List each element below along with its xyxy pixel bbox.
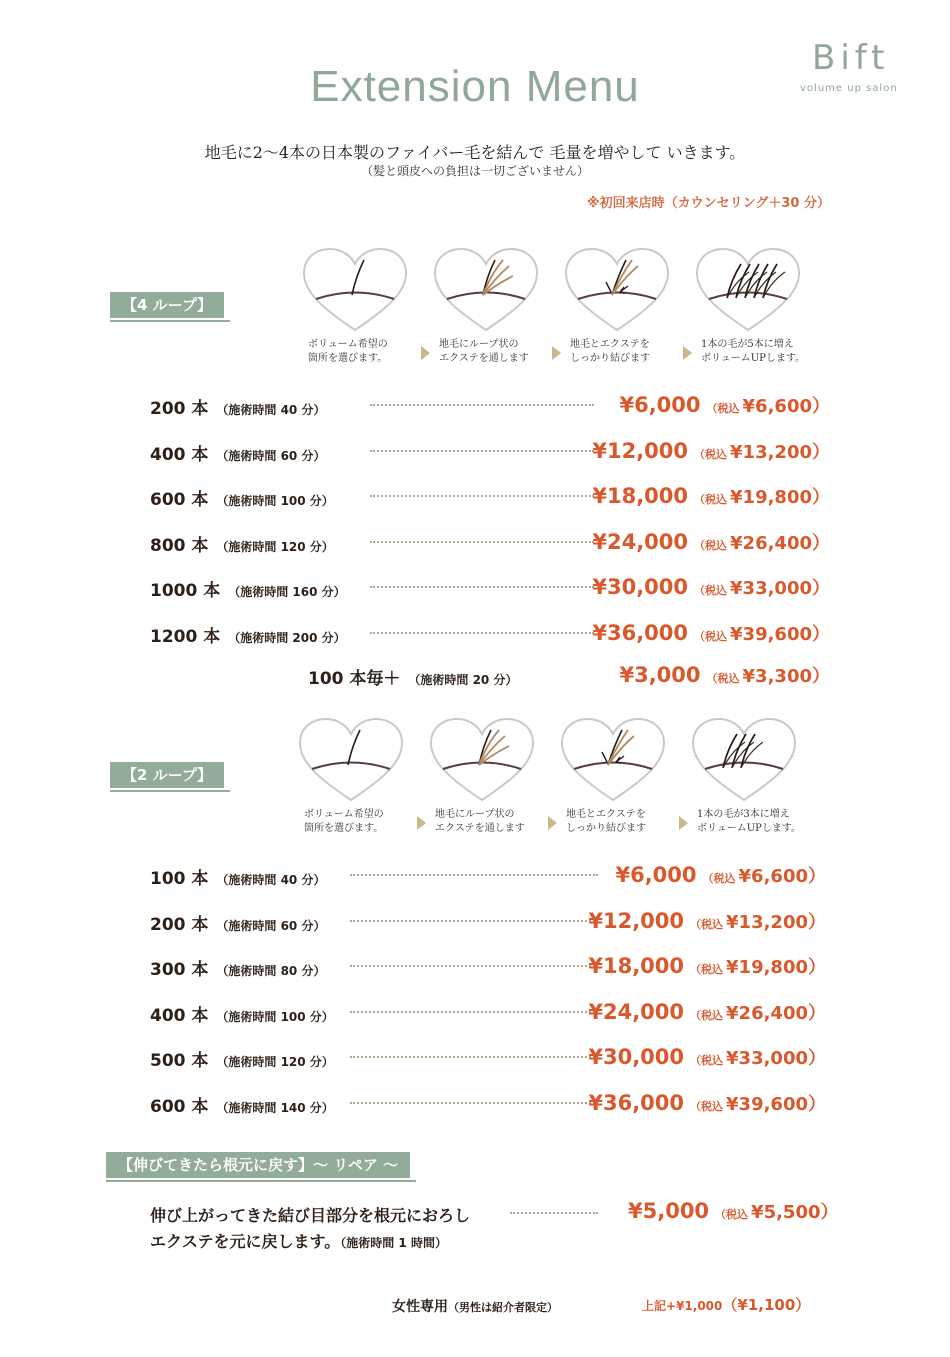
tax-label: （税込 [706, 402, 740, 415]
price [588, 999, 826, 1025]
step-arrow-icon [552, 346, 561, 360]
leader-dots [370, 495, 594, 497]
repair-line-2: エクステを元に戻します。 [150, 1232, 341, 1251]
extra-tax-price: ¥3,300） [742, 666, 830, 687]
first-visit-note: ※初回来店時（カウンセリング＋30 分） [587, 196, 830, 211]
quantity [150, 864, 325, 889]
step-arrow-icon [421, 346, 430, 360]
leader-dots [370, 586, 594, 588]
repair-time: （施術時間 1 時間） [340, 1236, 447, 1250]
price-row [150, 910, 826, 936]
extra-price [619, 662, 830, 688]
footer-tax: （¥1,100） [722, 1296, 811, 1314]
duration: （施術時間 160 分） [228, 585, 346, 599]
price [588, 1044, 826, 1070]
repair-tax-label: （税込 [715, 1208, 749, 1221]
tax-label: （税込 [694, 629, 728, 643]
quantity-text: 1200 本 [150, 626, 221, 647]
quantity [150, 1001, 334, 1026]
duration: （施術時間 40 分） [216, 873, 326, 887]
leader-dots [350, 874, 598, 876]
price [592, 529, 830, 555]
brand-tagline: volume up salon [800, 83, 898, 94]
brand-logo: Bift [812, 38, 890, 78]
step-caption: 地毛とエクステを しっかり結びます [566, 809, 646, 834]
price [588, 953, 826, 979]
page-title: Extension Menu [310, 62, 640, 111]
duration: （施術時間 100 分） [216, 494, 334, 508]
tax-price: ¥26,400） [730, 532, 830, 554]
price-value: ¥18,000 [588, 954, 685, 978]
step-caption: 地毛にループ状の エクステを通します [435, 809, 525, 834]
price-row [150, 1092, 826, 1118]
price-row [150, 485, 830, 511]
price-value: ¥24,000 [588, 999, 685, 1024]
tax-price: ¥13,200） [730, 441, 830, 463]
leader-dots [370, 450, 594, 452]
section-tag-repair: 【伸びてきたら根元に戻す】〜 リペア 〜 [106, 1152, 410, 1178]
quantity-text: 600 本 [150, 1096, 209, 1117]
leader-dots [350, 1102, 598, 1104]
loop-hair-icon [427, 716, 537, 804]
volume-hair-icon [689, 716, 799, 804]
price-value: ¥36,000 [588, 1090, 685, 1115]
men-surcharge-price [642, 1294, 810, 1315]
price [615, 862, 826, 888]
leader-dots [350, 965, 598, 967]
price-value: ¥6,000 [619, 393, 701, 417]
duration: （施術時間 100 分） [216, 1009, 334, 1024]
quantity [150, 394, 325, 419]
tax-price: ¥13,200） [726, 911, 826, 933]
duration: （施術時間 120 分） [216, 539, 334, 554]
price-row [150, 622, 830, 648]
tax-price: ¥19,800） [730, 487, 830, 508]
extra-tax-label: （税込 [706, 672, 740, 685]
extra-qty-text: 100 本毎＋ [308, 669, 401, 689]
single-hair-icon [296, 716, 406, 804]
section-tag-2-loop: 【2 ループ】 [110, 762, 224, 788]
tie-hair-icon [562, 246, 672, 334]
price-value: ¥18,000 [592, 484, 689, 508]
repair-tax-price: ¥5,500） [751, 1202, 839, 1223]
step-caption: 1本の毛が5本に増え ボリュームUPします。 [701, 339, 806, 364]
price-value: ¥30,000 [592, 575, 689, 599]
quantity-text: 400 本 [150, 1005, 209, 1026]
price [592, 574, 830, 600]
price-row [150, 531, 830, 557]
price-value: ¥6,000 [615, 863, 697, 887]
tax-price: ¥33,000） [730, 578, 830, 599]
tax-label: （税込 [694, 584, 728, 597]
price-row [150, 440, 830, 466]
step-caption: 地毛とエクステを しっかり結びます [570, 339, 650, 364]
tax-price: ¥6,600） [742, 396, 830, 417]
tax-price: ¥39,600） [726, 1093, 826, 1115]
tax-label: （税込 [694, 447, 728, 461]
quantity-text: 200 本 [150, 914, 209, 935]
extra-qty [308, 664, 517, 689]
price-row [150, 864, 826, 890]
price [588, 908, 826, 934]
price [588, 1090, 826, 1116]
price-row [150, 576, 830, 602]
repair-price [628, 1198, 839, 1224]
section-tag-4-loop: 【4 ループ】 [110, 292, 224, 318]
tax-price: ¥39,600） [730, 623, 830, 645]
quantity [150, 622, 346, 647]
price-row [150, 394, 830, 420]
footer-note: （男性は紹介者限定） [448, 1301, 558, 1314]
price-value: ¥24,000 [592, 529, 689, 554]
price [619, 392, 830, 418]
tax-label: （税込 [702, 872, 736, 885]
price-row [150, 1001, 826, 1027]
quantity [150, 485, 334, 510]
extra-price-value: ¥3,000 [619, 663, 701, 687]
process-steps-4-loop [300, 246, 860, 376]
repair-price-value: ¥5,000 [628, 1199, 710, 1223]
repair-leader-dots [510, 1212, 598, 1214]
repair-description [150, 1203, 470, 1256]
duration: （施術時間 80 分） [216, 964, 326, 978]
tax-label: （税込 [690, 963, 724, 976]
quantity [150, 531, 334, 556]
quantity [150, 1092, 334, 1117]
quantity [150, 576, 346, 601]
leader-dots [350, 1011, 598, 1013]
quantity-text: 300 本 [150, 960, 209, 980]
price-row [150, 1046, 826, 1072]
duration: （施術時間 60 分） [216, 918, 326, 933]
footer-price: 上記+¥1,000 [642, 1299, 723, 1313]
tax-price: ¥19,800） [726, 957, 826, 978]
duration: （施術時間 140 分） [216, 1100, 334, 1115]
quantity [150, 1046, 334, 1071]
tax-price: ¥6,600） [738, 866, 826, 887]
quantity-text: 600 本 [150, 490, 209, 510]
quantity-text: 400 本 [150, 444, 209, 465]
quantity-text: 1000 本 [150, 581, 221, 601]
quantity-text: 800 本 [150, 535, 209, 556]
duration: （施術時間 120 分） [216, 1055, 334, 1069]
tax-label: （税込 [690, 917, 724, 931]
step-arrow-icon [679, 816, 688, 830]
tax-price: ¥33,000） [726, 1048, 826, 1069]
leader-dots [370, 632, 594, 634]
intro-line-1: 地毛に2〜4本の日本製のファイバー毛を結んで 毛量を増やして いきます。 [204, 143, 746, 162]
quantity [150, 440, 325, 465]
quantity-text: 500 本 [150, 1051, 209, 1071]
duration: （施術時間 40 分） [216, 403, 326, 417]
quantity [150, 910, 325, 935]
extra-row [308, 664, 830, 690]
volume-hair-icon [693, 246, 803, 334]
tax-price: ¥26,400） [726, 1002, 826, 1024]
step-caption: 1本の毛が3本に増え ボリュームUPします。 [697, 809, 802, 834]
intro-line-2: （髪と頭皮への負担は一切ございません） [360, 164, 589, 178]
price-value: ¥12,000 [588, 908, 685, 933]
quantity [150, 955, 325, 980]
footer-label: 女性専用 [392, 1299, 448, 1315]
step-caption: 地毛にループ状の エクステを通します [439, 339, 529, 364]
price [592, 620, 830, 646]
step-caption: ボリューム希望の 箇所を選びます。 [304, 809, 384, 834]
leader-dots [350, 920, 598, 922]
price-value: ¥36,000 [592, 620, 689, 645]
tax-label: （税込 [690, 1099, 724, 1113]
tax-label: （税込 [694, 538, 728, 552]
price [592, 438, 830, 464]
leader-dots [370, 541, 594, 543]
duration: （施術時間 60 分） [216, 448, 326, 463]
price [592, 483, 830, 509]
tie-hair-icon [558, 716, 668, 804]
leader-dots [350, 1056, 598, 1058]
price-row [150, 955, 826, 981]
single-hair-icon [300, 246, 410, 334]
price-value: ¥12,000 [592, 438, 689, 463]
tax-label: （税込 [690, 1054, 724, 1067]
step-caption: ボリューム希望の 箇所を選びます。 [308, 339, 388, 364]
tax-label: （税込 [690, 1008, 724, 1022]
quantity-text: 100 本 [150, 869, 209, 889]
step-arrow-icon [417, 816, 426, 830]
step-arrow-icon [683, 346, 692, 360]
quantity-text: 200 本 [150, 399, 209, 419]
loop-hair-icon [431, 246, 541, 334]
process-steps-2-loop [296, 716, 856, 846]
step-arrow-icon [548, 816, 557, 830]
extra-time: （施術時間 20 分） [408, 673, 518, 687]
tax-label: （税込 [694, 493, 728, 506]
repair-line-1: 伸び上がってきた結び目部分を根元におろし [150, 1206, 471, 1225]
leader-dots [370, 404, 594, 406]
women-only-label [392, 1296, 558, 1316]
duration: （施術時間 200 分） [228, 630, 346, 645]
price-value: ¥30,000 [588, 1045, 685, 1069]
